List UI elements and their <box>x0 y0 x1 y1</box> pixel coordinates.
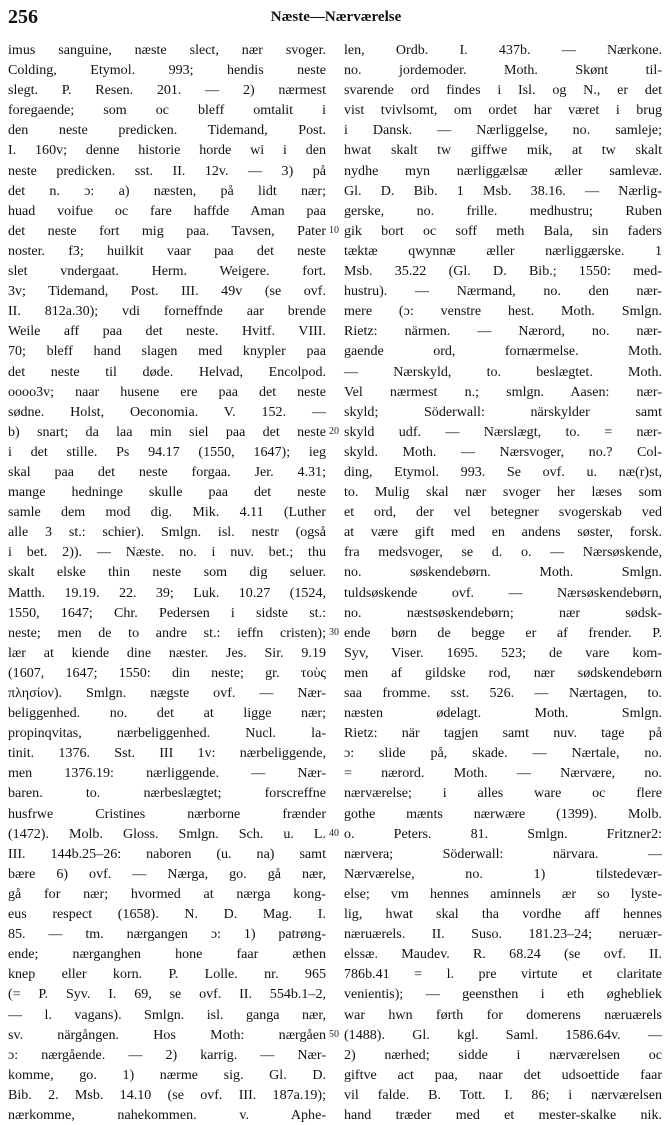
text-line: imus sanguine, næste slect, nær svoger. <box>8 42 326 58</box>
text-line: Msb. 35.22 (Gl. D. Bib.; 1550: med- <box>344 263 662 280</box>
text-line: πλησίον). Smlgn. nægste ovf. — Nær- <box>8 685 326 701</box>
text-line: saa fromme. sst. 526. — Nærtagen, to. <box>344 685 662 701</box>
line-number-marker: 40 <box>329 827 339 839</box>
page-number: 256 <box>8 6 38 28</box>
text-line: skalt elske thin neste som dig seluer. <box>8 564 326 581</box>
text-line: skyld udf. — Nærslægt, to. = nær- <box>344 423 662 440</box>
text-line: o. Peters. 81. Smlgn. Fritzner2: <box>344 825 662 842</box>
text-line: det n. ɔ: a) næsten, på lidt nær; <box>8 182 326 199</box>
text-line: ende børn de begge er af frender. P. <box>344 624 662 641</box>
text-line: gik bort oc soff meth Bala, sin faders <box>344 222 662 239</box>
text-line: vil falde. B. Tott. I. 86; i nærværelsen <box>344 1086 662 1103</box>
text-line: at være gift med en andens søster, forsk. <box>344 524 662 541</box>
text-line: lær at kiende dine næster. Jes. Sir. 9.19 <box>8 644 326 661</box>
text-line: samle dem mod dig. Mik. 4.11 (Luther <box>8 504 326 521</box>
text-line: nærvera; Söderwall: närvara. — <box>344 845 662 862</box>
text-line: giftve act paa, naar det udsoettide faar <box>344 1066 662 1083</box>
text-line: neste; men de to andre st.: ieffn cristen); <box>8 624 326 641</box>
text-line: ɔ: slide på, skade. — Nærtale, no. <box>344 745 662 762</box>
text-line: beliggenhed. no. det at ligge nær; <box>8 705 326 722</box>
text-line: 3v; Tidemand, Post. III. 49v (se ovf. <box>8 283 326 300</box>
text-line: (1472). Molb. Gloss. Smlgn. Sch. u. L. <box>8 825 326 842</box>
text-line: slet vndergaat. Herm. Weigere. fort. <box>8 263 326 280</box>
text-line: nærkomme, nahekommen. v. Aphe- <box>8 1106 326 1123</box>
text-line: tuldsøskende ovf. — Nærsøskendebørn, <box>344 584 662 601</box>
text-line: Rietz: när tagjen samt nuv. tage på <box>344 725 662 742</box>
text-line: — l. vagans). Smlgn. isl. ganga nær, <box>8 1006 326 1023</box>
text-line: 1550, 1647; Chr. Pedersen i sidste st.: <box>8 604 326 621</box>
text-line: Syv, Viser. 1695. 523; de vare kom- <box>344 644 662 661</box>
text-line: slegt. P. Resen. 201. — 2) nærmest <box>8 82 326 99</box>
text-line: hustru). — Nærmand, no. den nær- <box>344 283 662 300</box>
left-column <box>8 40 326 1125</box>
text-line: hand træder med et mester-skalke nik. <box>344 1106 662 1123</box>
text-line: lig, hwat skal tha vordhe aff hennes <box>344 906 662 923</box>
text-line: ding, Etymol. 993. Se ovf. u. næ(r)st, <box>344 463 662 480</box>
text-line: nydhe myn nærliggælsæ æller samlevæ. <box>344 162 662 179</box>
text-line: II. 812a.30); vdi forneffnde aar brende <box>8 303 326 320</box>
text-line: skal paa det neste forgaa. Jer. 4.31; <box>8 463 326 480</box>
text-line: det neste fort mig paa. Tavsen, Pater <box>8 222 326 239</box>
text-line: næsten ødelagt. Moth. Smlgn. <box>344 705 662 722</box>
text-line: 2) nærhed; sidde i nærværelsen oc <box>344 1046 662 1063</box>
running-head: Næste—Nærværelse <box>270 9 402 25</box>
text-line: gå for nær; hvormed at nærga kong- <box>8 885 326 902</box>
text-line: men 1376.19: nærliggende. — Nær- <box>8 765 326 782</box>
text-line: — Nærskyld, to. beslægtet. Moth. <box>344 363 662 380</box>
text-line: 85. — tm. nærgangen ɔ: 1) patrøng- <box>8 926 326 943</box>
text-line: 786b.41 = l. pre virtute et claritate <box>344 966 662 983</box>
text-line: gothe mænts nærwære (1399). Molb. <box>344 805 662 822</box>
text-line: fra medsvoger, se d. o. — Nærsøskende, <box>344 544 662 561</box>
text-line: Matth. 19.19. 22. 39; Luk. 10.27 (1524, <box>8 584 326 601</box>
text-line: næruærels. II. Suso. 181.23–24; neruær- <box>344 926 662 943</box>
text-line: to. Mulig skal nær svoger her læses som <box>344 484 662 501</box>
line-number-marker: 10 <box>329 224 339 236</box>
text-line: i bet. 2)). — Næste. no. i nuv. bet.; thu <box>8 544 326 561</box>
text-line: no. søskendebørn. Moth. Smlgn. <box>344 564 662 581</box>
text-line: else; vm hennes aminnels ær so lyste- <box>344 885 662 902</box>
text-line: (= P. Syv. I. 69, se ovf. II. 554b.1–2, <box>8 986 326 1003</box>
text-line: b) snart; da laa min siel paa det neste <box>8 423 326 440</box>
text-line: alle 3 st.: schier). Smlgn. isl. nestr (også <box>8 524 326 541</box>
text-line: mere (ɔ: venstre hest. Moth. Smlgn. <box>344 303 662 320</box>
text-line: den neste predicken. Tidemand, Post. <box>8 122 326 139</box>
text-line: Bib. 2. Msb. 14.10 (se ovf. III. 187a.19); <box>8 1086 326 1103</box>
text-line: sv. närgången. Hos Moth: nærgåen <box>8 1026 326 1043</box>
text-line: gaende ord, fornærmelse. Moth. <box>344 343 662 360</box>
text-line: tinit. 1376. Sst. III 1v: nærbeliggende, <box>8 745 326 762</box>
line-number-marker: 20 <box>329 425 339 437</box>
text-line: = nærord. Moth. — Nærvære, no. <box>344 765 662 782</box>
line-number-marker: 50 <box>329 1028 339 1040</box>
line-number-marker: 30 <box>329 626 339 638</box>
text-line: propinqvitas, nærbeliggenhed. Nucl. la- <box>8 725 326 742</box>
text-line: nærværelse; i alles ware oc flere <box>344 785 662 802</box>
text-line: ɔ: nærgående. — 2) karrig. — Nær- <box>8 1046 326 1063</box>
text-line: det neste til døde. Helvad, Encolpod. <box>8 363 326 380</box>
text-line: I. 160v; denne historie horde wi i den <box>8 142 326 159</box>
text-line: vist tvivlsomt, om ordet har været i brug <box>344 102 662 119</box>
text-line: Vel nærmest n.; smlgn. Aasen: nær- <box>344 383 662 400</box>
text-line: noster. f3; huilkit vaar paa det neste <box>8 242 326 259</box>
text-line: ende; nærganghen hone faar æthen <box>8 946 326 963</box>
text-line: bære 6) ovf. — Nærga, go. gå nær, <box>8 865 326 882</box>
text-line: sødne. Holst, Oeconomia. V. 152. — <box>8 403 326 420</box>
text-line: knep eller korn. P. Lolle. nr. 965 <box>8 966 326 983</box>
text-line: men af gildske rod, nær sødskendebørn <box>344 664 662 681</box>
text-line: no. jordemoder. Moth. Skønt til- <box>344 62 662 79</box>
text-line: et ord, der vel betegner svogerskab ved <box>344 504 662 521</box>
text-line: eus respect (1658). N. D. Mag. I. <box>8 906 326 923</box>
text-line: gerske, no. frille. medhustru; Ruben <box>344 202 662 219</box>
text-line: svarende ord findes i Isl. og N., er det <box>344 82 662 99</box>
page-header <box>0 6 672 32</box>
text-line: war hwn førth for domerens næruærels <box>344 1006 662 1023</box>
text-line: i Dansk. — Nærliggelse, no. samleje; <box>344 122 662 139</box>
text-line: no. næstsøskendebørn; nær sødsk- <box>344 604 662 621</box>
text-line: 70; bleff hand slagen med knypler paa <box>8 343 326 360</box>
text-line: skyld; Söderwall: närskylder samt <box>344 403 662 420</box>
text-line: skyld. Moth. — Nærsvoger, no.? Col- <box>344 443 662 460</box>
text-line: elssæ. Maudev. R. 68.24 (se ovf. II. <box>344 946 662 963</box>
text-line: Nærværelse, no. 1) tilstedevær- <box>344 865 662 882</box>
text-line: huad voifue oc fare haffde Aman paa <box>8 202 326 219</box>
text-line: venientis); — geensthen i eth øghebliek <box>344 986 662 1003</box>
text-line: neste predicken. sst. II. 12v. — 3) på <box>8 162 326 179</box>
text-line: Gl. D. Bib. 1 Msb. 38.16. — Nærlig- <box>344 182 662 199</box>
text-line: hwat skalt tw giffwe mik, at tw skalt <box>344 142 662 159</box>
text-line: baren. to. nærbeslægtet; forscreffne <box>8 785 326 802</box>
text-line: komme, go. 1) nærme sig. Gl. D. <box>8 1066 326 1083</box>
text-line: husfrwe Cristines nærborne frænder <box>8 805 326 822</box>
text-line: (1488). Gl. kgl. Saml. 1586.64v. — <box>344 1026 662 1043</box>
text-line: (1607, 1647; 1550: din neste; gr. τοὺς <box>8 664 326 681</box>
right-column <box>344 40 662 1125</box>
text-line: foregaende; som oc bleff omtalit i <box>8 102 326 119</box>
text-line: tæktæ qwynnæ æller nærliggærske. 1 <box>344 242 662 259</box>
text-line: Weile aff paa det neste. Hvitf. VIII. <box>8 323 326 340</box>
text-line: Colding, Etymol. 993; hendis neste <box>8 62 326 79</box>
text-line: III. 144b.25–26: naboren (u. na) samt <box>8 845 326 862</box>
text-line: len, Ordb. I. 437b. — Nærkone. <box>344 42 662 58</box>
text-line: i det stille. Ps 94.17 (1550, 1647); ieg <box>8 443 326 460</box>
text-line: Rietz: närmen. — Nærord, no. nær- <box>344 323 662 340</box>
text-line: mange hedninge skulle paa det neste <box>8 484 326 501</box>
text-line: oooo3v; naar husene ere paa det neste <box>8 383 326 400</box>
